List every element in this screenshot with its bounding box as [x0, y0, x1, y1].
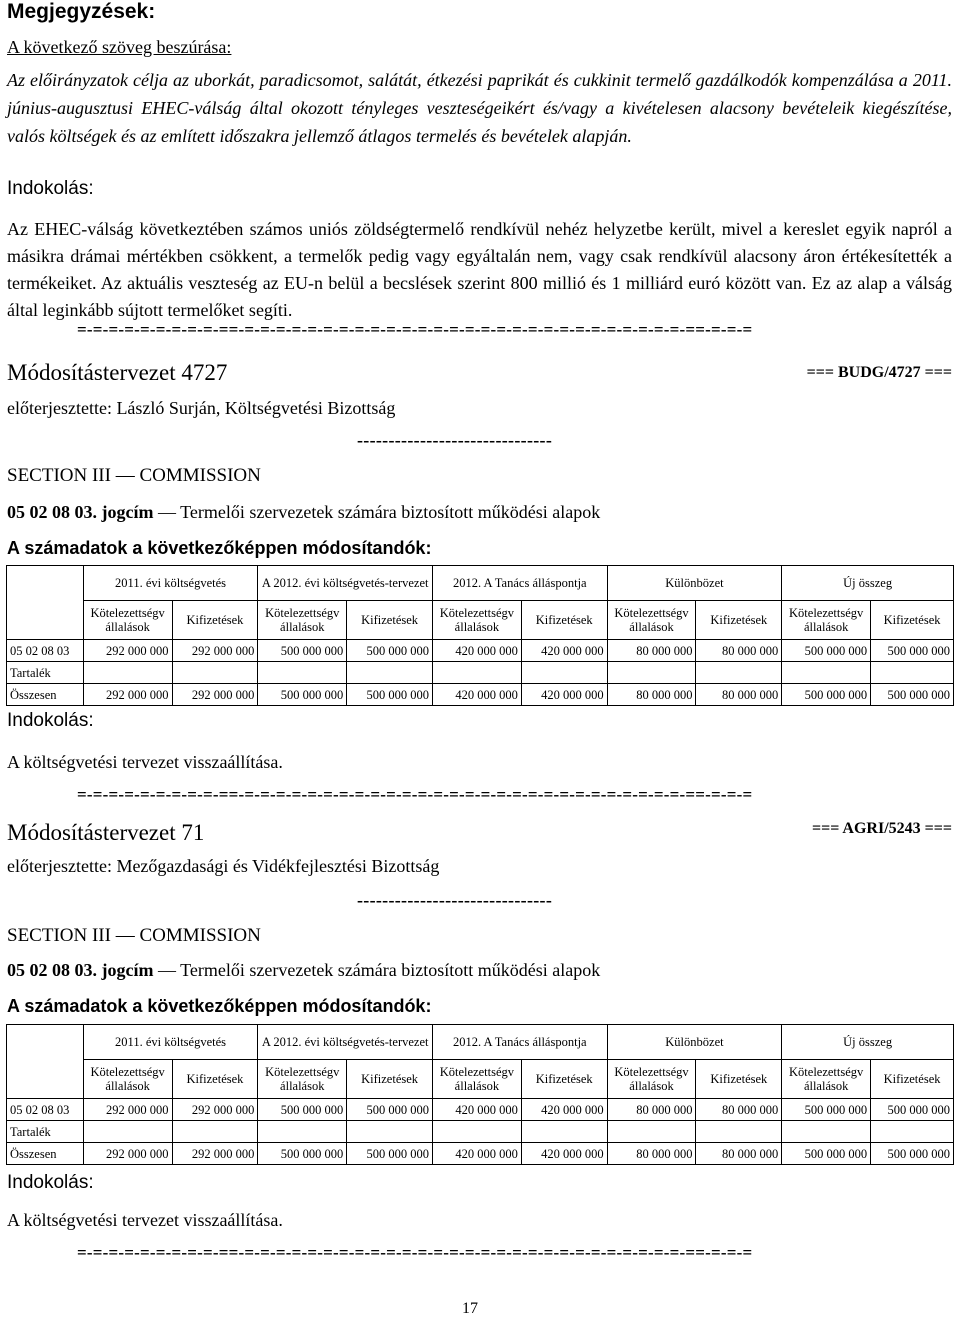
- sub-header: Kifizetések: [521, 601, 607, 640]
- sub-header: Kifizetések: [871, 1060, 954, 1099]
- cell-value: 80 000 000: [696, 640, 782, 662]
- table-row: [7, 1099, 954, 1121]
- cell-value: 500 000 000: [258, 640, 347, 662]
- group-header: A 2012. évi költségvetés-tervezet: [258, 566, 433, 601]
- sub-header: Kifizetések: [696, 1060, 782, 1099]
- cell-value: 80 000 000: [607, 640, 696, 662]
- cell-value: 420 000 000: [432, 1099, 521, 1121]
- budget-line-name: — Termelői szervezetek számára biztosított működési alapok: [157, 960, 601, 980]
- budget-line-code: 05 02 08 03.: [7, 502, 97, 522]
- row-label: 05 02 08 03: [7, 640, 84, 662]
- cell-value: 420 000 000: [432, 640, 521, 662]
- group-header: 2011. évi költségvetés: [83, 566, 258, 601]
- dash-divider: -------------------------------: [357, 890, 553, 910]
- justification-text: A költségvetési tervezet visszaállítása.: [7, 1210, 283, 1230]
- group-header: 2011. évi költségvetés: [83, 1025, 258, 1060]
- cell-value: 80 000 000: [607, 684, 696, 706]
- cell-value: 500 000 000: [782, 1143, 871, 1165]
- sub-header: Kötelezettségv állalások: [83, 601, 172, 640]
- row-label: Tartalék: [7, 662, 84, 684]
- cell-value: 292 000 000: [172, 1099, 258, 1121]
- separator-line: =-=-=-=-=-=-=-=-=-==-=-=-=-=-=-=-=-=-=-=-=-=-=-=-=-=-=-=-=-=-=-=-=-=-=-=-=-=-==-=-=-=: [77, 1243, 753, 1262]
- corner-cell: [7, 1025, 84, 1099]
- sub-header: Kötelezettségv állalások: [782, 1060, 871, 1099]
- cell-value: 80 000 000: [607, 1143, 696, 1165]
- table-row: [7, 1143, 954, 1165]
- sub-header: Kifizetések: [521, 1060, 607, 1099]
- cell-value: 80 000 000: [696, 684, 782, 706]
- budget-line-title: [7, 502, 600, 523]
- section-label: SECTION III — COMMISSION: [7, 465, 261, 486]
- sub-header: Kifizetések: [172, 1060, 258, 1099]
- cell-value: 80 000 000: [696, 1099, 782, 1121]
- cell-value: 420 000 000: [432, 1143, 521, 1165]
- justification-heading: Indokolás:: [7, 178, 94, 199]
- row-label: 05 02 08 03: [7, 1099, 84, 1121]
- justification-text: Az EHEC-válság következtében számos uniós zöldségtermelő rendkívül nehéz helyzetbe került, mivel a kereslet egyik napról a másikra drámai mértékben csökkent, a termelők pedig vagy egyáltalán nem, vagy csak rendkívül alacsony áron értékesítették a termékeiket. Az aktuális veszteség az EU-n belül a becslések szerint 800 millió és 1 milliárd euró között van. Ez az alap a válság által leginkább sújtott termelőket segíti.: [7, 219, 952, 320]
- budget-line-word: jogcím: [101, 960, 154, 980]
- budget-line-name: — Termelői szervezetek számára biztosított működési alapok: [157, 502, 601, 522]
- sub-header: Kötelezettségv állalások: [782, 601, 871, 640]
- group-header: Új összeg: [782, 1025, 954, 1060]
- cell-value: 500 000 000: [347, 1143, 433, 1165]
- dash-divider: -------------------------------: [357, 430, 553, 450]
- cell-value: 292 000 000: [172, 1143, 258, 1165]
- cell-value: 500 000 000: [871, 1099, 954, 1121]
- insert-text: Az előirányzatok célja az uborkát, paradicsomot, salátát, étkezési paprikát és cukkinit termelő gazdálkodók kompenzálása a 2011. június-augusztusi EHEC-válság által okozott tényleges veszteségeikért és/vagy a kivételesen alacsony bevételeik kiegészítése, valós költségek és az említett időszakra jellemző átlagos termelés és bevételek alapján.: [7, 70, 952, 146]
- justification-heading: Indokolás:: [7, 710, 94, 731]
- separator-line: =-=-=-=-=-=-=-=-=-==-=-=-=-=-=-=-=-=-=-=-=-=-=-=-=-=-=-=-=-=-=-=-=-=-=-=-=-=-==-=-=-=: [77, 785, 753, 804]
- amendment-title: Módosítástervezet 4727: [7, 360, 228, 385]
- sub-header: Kötelezettségv állalások: [607, 601, 696, 640]
- cell-value: 500 000 000: [871, 1143, 954, 1165]
- cell-value: 500 000 000: [258, 1143, 347, 1165]
- cell-value: 500 000 000: [347, 640, 433, 662]
- sub-header: Kötelezettségv állalások: [607, 1060, 696, 1099]
- amend-heading: A számadatok a következőképpen módosítandók:: [7, 996, 432, 1016]
- cell-value: 420 000 000: [432, 684, 521, 706]
- cell-value: 500 000 000: [871, 640, 954, 662]
- table-row: [7, 1121, 954, 1143]
- cell-value: 292 000 000: [83, 1143, 172, 1165]
- cell-value: 500 000 000: [871, 684, 954, 706]
- row-label: Összesen: [7, 1143, 84, 1165]
- cell-value: 80 000 000: [607, 1099, 696, 1121]
- group-header: Új összeg: [782, 566, 954, 601]
- table-row: [7, 684, 954, 706]
- group-header: Különbözet: [607, 1025, 782, 1060]
- sub-header: Kifizetések: [871, 601, 954, 640]
- cell-value: 500 000 000: [258, 684, 347, 706]
- group-header: 2012. A Tanács álláspontja: [432, 1025, 607, 1060]
- budget-line-code: 05 02 08 03.: [7, 960, 97, 980]
- cell-value: 500 000 000: [258, 1099, 347, 1121]
- notes-heading: Megjegyzések:: [7, 0, 156, 23]
- sub-header: Kötelezettségv állalások: [432, 601, 521, 640]
- cell-value: 80 000 000: [696, 1143, 782, 1165]
- sub-header: Kötelezettségv állalások: [83, 1060, 172, 1099]
- cell-value: 292 000 000: [83, 684, 172, 706]
- justification-heading: Indokolás:: [7, 1172, 94, 1193]
- cell-value: 500 000 000: [782, 684, 871, 706]
- section-label: SECTION III — COMMISSION: [7, 925, 261, 946]
- sub-header: Kötelezettségv állalások: [432, 1060, 521, 1099]
- cell-value: 500 000 000: [782, 1099, 871, 1121]
- page-number: 17: [462, 1300, 478, 1317]
- group-header: Különbözet: [607, 566, 782, 601]
- table-row: [7, 662, 954, 684]
- cell-value: 500 000 000: [347, 684, 433, 706]
- sub-header: Kifizetések: [347, 1060, 433, 1099]
- cell-value: 292 000 000: [83, 1099, 172, 1121]
- sub-header: Kifizetések: [172, 601, 258, 640]
- budget-table: [6, 565, 954, 706]
- cell-value: 500 000 000: [782, 640, 871, 662]
- amendment-title: Módosítástervezet 71: [7, 820, 205, 845]
- separator-line: =-=-=-=-=-=-=-=-=-==-=-=-=-=-=-=-=-=-=-=-=-=-=-=-=-=-=-=-=-=-=-=-=-=-=-=-=-=-==-=-=-=: [77, 320, 753, 339]
- sub-header: Kötelezettségv állalások: [258, 601, 347, 640]
- table-row: [7, 640, 954, 662]
- amendment-code: === AGRI/5243 ===: [811, 820, 952, 837]
- sub-header: Kifizetések: [347, 601, 433, 640]
- cell-value: 292 000 000: [172, 684, 258, 706]
- sub-header: Kötelezettségv állalások: [258, 1060, 347, 1099]
- budget-table: [6, 1024, 954, 1165]
- row-label: Összesen: [7, 684, 84, 706]
- sub-header: Kifizetések: [696, 601, 782, 640]
- cell-value: 292 000 000: [172, 640, 258, 662]
- amendment-submitter: előterjesztette: László Surján, Költségvetési Bizottság: [7, 398, 396, 418]
- group-header: 2012. A Tanács álláspontja: [432, 566, 607, 601]
- cell-value: 420 000 000: [521, 684, 607, 706]
- cell-value: 420 000 000: [521, 1143, 607, 1165]
- group-header: A 2012. évi költségvetés-tervezet: [258, 1025, 433, 1060]
- row-label: Tartalék: [7, 1121, 84, 1143]
- cell-value: 500 000 000: [347, 1099, 433, 1121]
- insert-label: A következő szöveg beszúrása:: [7, 37, 232, 57]
- justification-text: A költségvetési tervezet visszaállítása.: [7, 752, 283, 772]
- cell-value: 420 000 000: [521, 640, 607, 662]
- amendment-submitter: előterjesztette: Mezőgazdasági és Vidékfejlesztési Bizottság: [7, 856, 440, 876]
- amend-heading: A számadatok a következőképpen módosítandók:: [7, 538, 432, 558]
- budget-line-title: [7, 960, 600, 981]
- corner-cell: [7, 566, 84, 640]
- budget-line-word: jogcím: [101, 502, 154, 522]
- amendment-code: === BUDG/4727 ===: [806, 364, 952, 381]
- cell-value: 292 000 000: [83, 640, 172, 662]
- cell-value: 420 000 000: [521, 1099, 607, 1121]
